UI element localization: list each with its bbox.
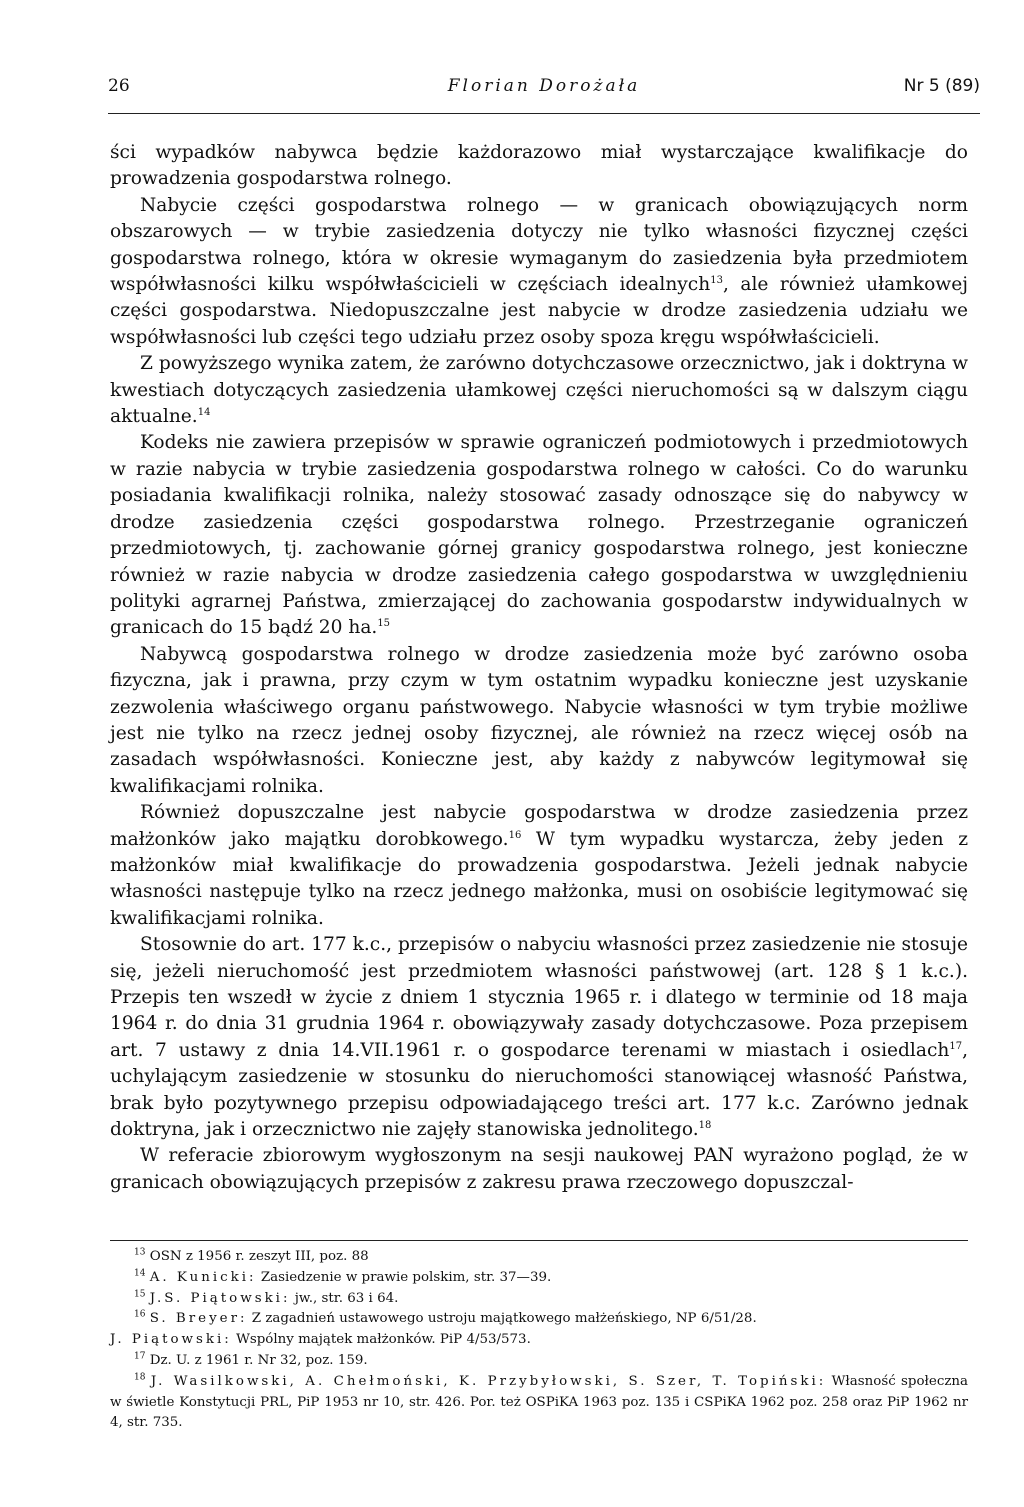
footnote-author: A. Kunicki: bbox=[149, 1269, 257, 1285]
footnote-ref[interactable]: 14 bbox=[197, 406, 211, 418]
footnote-ref[interactable]: 13 bbox=[710, 274, 723, 286]
footnote-ref[interactable]: 16 bbox=[508, 829, 522, 841]
footnote: J. Piątowski: Wspólny majątek małżonków. PiP 4/53/573. bbox=[110, 1332, 531, 1348]
footnote-author: S. Breyer: bbox=[149, 1311, 248, 1327]
paragraph: Z powyższego wynika zatem, że zarówno dotychczasowe orzecznictwo, jak i doktryna w kwestiach dotyczących zasiedzenia ułamkowej części nieruchomości są w dalszym ciągu aktualne.$^{14}$ bbox=[110, 353, 968, 428]
article-body bbox=[110, 140, 968, 1196]
paragraph: Kodeks nie zawiera przepisów w sprawie ograniczeń podmiotowych i przedmiotowych w razie nabycia w trybie zasiedzenia gospodarstwa rolnego w całości. Co do warunku posiadania kwalifikacji rolnika, należy stosować zasady odnoszące się do nabywcy w drodze zasiedzenia części gospodarstwa rolnego. Przestrzeganie ograniczeń przedmiotowych, tj. zachowanie górnej granicy gospodarstwa rolnego, jest konieczne również w razie nabycia w drodze zasiedzenia całego gospodarstwa w uwzględnieniu polityki agrarnej Państwa, zmierzającej do zachowania gospodarstw indywidualnych w granicach do 15 bądź 20 ha.$^{15}$ bbox=[110, 432, 968, 639]
footnote: $^{18}$ J. Wasilkowski, A. Chełmoński, K. Przybyłowski, S. Szer, T. Topiński: Własność społeczna w świetle Konstytucji PRL, PiP 1953 nr 10, str. 426. Por. też OSPiKA 1963 poz. 135 i CSPiKA 1962 poz. 258 oraz PiP 1962 nr 4, str. 735. bbox=[110, 1372, 968, 1431]
paragraph: Nabycie części gospodarstwa rolnego — w granicach obowiązujących norm obszarowych — w trybie zasiedzenia dotyczy nie tylko własności fizycznej części gospodarstwa rolnego, która w okresie wymaganym do zasiedzenia była przedmiotem współwłasności kilku współwłaścicieli w częściach idealnych$^{13}$, ale również ułamkowej części gospodarstwa. Niedopuszczalne jest nabycie w drodze zasiedzenia udziału we współwłasności lub części tego udziału przez osoby spoza kręgu współwłaścicieli. bbox=[110, 194, 968, 348]
footnote-rule bbox=[110, 1240, 968, 1241]
issue-number: Nr 5 (89) bbox=[903, 76, 980, 96]
paragraph: W referacie zbiorowym wygłoszonym na sesji naukowej PAN wyrażono pogląd, że w granicach obowiązujących przepisów z zakresu prawa rzeczowego dopuszczal- bbox=[110, 1145, 968, 1193]
running-header bbox=[108, 76, 980, 100]
footnote: $^{13}$ OSN z 1956 r. zeszyt III, poz. 88 bbox=[134, 1247, 369, 1264]
footnote-ref[interactable]: 15 bbox=[377, 618, 391, 630]
footnotes bbox=[110, 1247, 968, 1434]
footnote-ref[interactable]: 18 bbox=[698, 1119, 712, 1131]
footnote-author: J. Piątowski: bbox=[110, 1332, 232, 1348]
paragraph: Nabywcą gospodarstwa rolnego w drodze zasiedzenia może być zarówno osoba fizyczna, jak i prawna, przy czym w tym ostatnim wypadku konieczne jest uzyskanie zezwolenia właściwego organu państwowego. Nabycie własności w tym trybie możliwe jest nie tylko na rzecz jednej osoby fizycznej, ale również na rzecz więcej osób na zasadach współwłasności. Konieczne jest, aby każdy z nabywców legitymował się kwalifikacjami rolnika. bbox=[110, 643, 968, 797]
footnote-author: J.S. Piątowski: bbox=[149, 1290, 291, 1306]
footnote: $^{16}$ S. Breyer: Z zagadnień ustawowego ustroju majątkowego małżeńskiego, NP 6/51/28. bbox=[134, 1309, 757, 1327]
paragraph: Również dopuszczalne jest nabycie gospodarstwa w drodze zasiedzenia przez małżonków jako majątku dorobkowego.$^{16}$ W tym wypadku wystarcza, żeby jeden z małżonków miał kwalifikacje do prowadzenia gospodarstwa. Jeżeli jednak nabycie własności następuje tylko na rzecz jednego małżonka, musi on osobiście legitymować się kwalifikacjami rolnika. bbox=[110, 802, 968, 929]
paragraph: ści wypadków nabywca będzie każdorazowo miał wystarczające kwalifikacje do prowadzenia gospodarstwa rolnego. bbox=[110, 142, 968, 190]
page-number: 26 bbox=[108, 76, 130, 96]
footnote: $^{14}$ A. Kunicki: Zasiedzenie w prawie polskim, str. 37—39. bbox=[134, 1268, 552, 1285]
footnote-author: J. Wasilkowski, A. Chełmoński, K. Przybyłowski, S. Szer, T. Topiński: bbox=[150, 1373, 827, 1389]
footnote: $^{17}$ Dz. U. z 1961 r. Nr 32, poz. 159. bbox=[134, 1351, 368, 1368]
paragraph: Stosownie do art. 177 k.c., przepisów o nabyciu własności przez zasiedzenie nie stosuje się, jeżeli nieruchomość jest przedmiotem własności państwowej (art. 128 § 1 k.c.). Przepis ten wszedł w życie z dniem 1 stycznia 1965 r. i dlatego w terminie od 18 maja 1964 r. do dnia 31 grudnia 1964 r. obowiązywały zasady dotychczasowe. Poza przepisem art. 7 ustawy z dnia 14.VII.1961 r. o gospodarce terenami w miastach i osiedlach$^{17}$, uchylającym zasiedzenie w stosunku do nieruchomości stanowiącej własność Państwa, brak było pozytywnego przepisu odpowiadającego treści art. 177 k.c. Zarówno jednak doktryna, jak i orzecznictwo nie zajęły stanowiska jednolitego.$^{18}$ bbox=[110, 934, 968, 1141]
footnote: $^{15}$ J.S. Piątowski: jw., str. 63 i 64. bbox=[134, 1289, 399, 1306]
running-author: Florian Dorożała bbox=[447, 76, 641, 96]
header-rule bbox=[108, 113, 980, 114]
footnote-ref[interactable]: 17 bbox=[949, 1040, 963, 1052]
